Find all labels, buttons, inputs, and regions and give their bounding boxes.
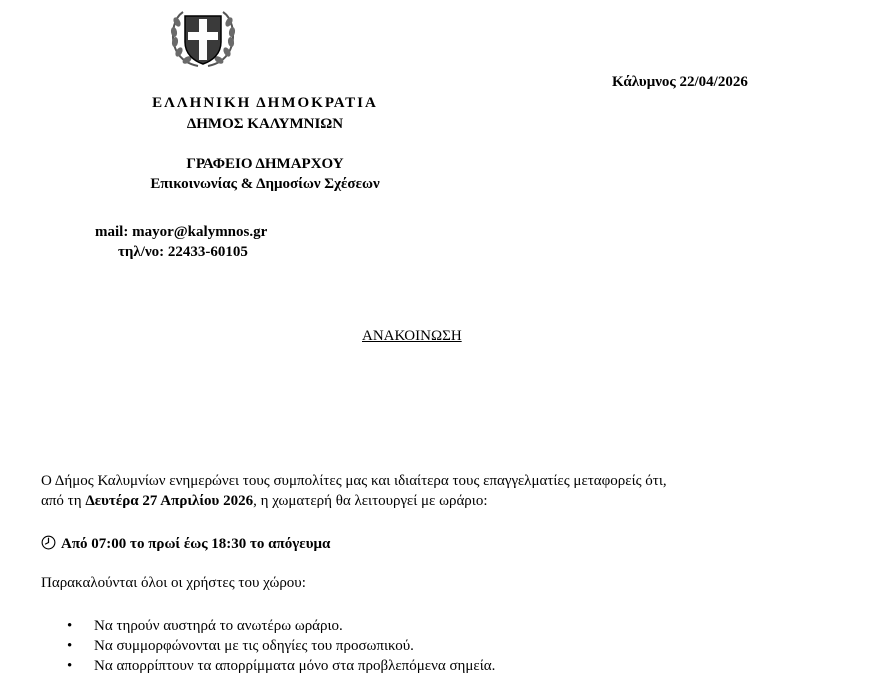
state-name: ΕΛΛΗΝΙΚΗ ΔΗΜΟΚΡΑΤΙΑ bbox=[152, 95, 378, 111]
greek-coat-of-arms-icon bbox=[168, 8, 238, 70]
intro-suffix: , η χωματερή θα λειτουργεί με ωράριο: bbox=[253, 493, 488, 509]
office-name: ΓΡΑΦΕΙΟ ΔΗΜΑΡΧΟΥ bbox=[186, 156, 344, 172]
document-title: ΑΝΑΚΟΙΝΩΣΗ bbox=[362, 328, 462, 344]
intro-line-1: Ο Δήμος Καλυμνίων ενημερώνει τους συμπολίτες μας και ιδιαίτερα τους επαγγελματίες μεταφορείς ότι, bbox=[41, 473, 667, 489]
operating-hours bbox=[41, 535, 330, 553]
instructions-intro: Παρακαλούνται όλοι οι χρήστες του χώρου: bbox=[41, 575, 306, 591]
clock-icon bbox=[41, 535, 56, 550]
document-date: Κάλυμνος 22/04/2026 bbox=[612, 74, 748, 90]
rule-item: • Να συμμορφώνονται με τις οδηγίες του προσωπικού. bbox=[41, 636, 495, 656]
contact-phone: τηλ/νο: 22433-60105 bbox=[118, 244, 248, 260]
rule-item: • Να τηρούν αυστηρά το ανωτέρω ωράριο. bbox=[41, 616, 495, 636]
rule-item: • Να απορρίπτουν τα απορρίμματα μόνο στα προβλεπόμενα σημεία. bbox=[41, 656, 495, 676]
contact-email: mail: mayor@kalymnos.gr bbox=[95, 224, 268, 240]
municipality-name: ΔΗΜΟΣ ΚΑΛΥΜΝΙΩΝ bbox=[186, 116, 344, 132]
department-name: Επικοινωνίας & Δημοσίων Σχέσεων bbox=[150, 176, 380, 192]
intro-prefix: από τη bbox=[41, 493, 86, 509]
operating-hours-text: Από 07:00 το πρωί έως 18:30 το απόγευμα bbox=[61, 536, 331, 552]
effective-date: Δευτέρα 27 Απριλίου 2026 bbox=[85, 493, 254, 509]
intro-line-2 bbox=[41, 493, 488, 510]
rules-list bbox=[41, 616, 495, 676]
